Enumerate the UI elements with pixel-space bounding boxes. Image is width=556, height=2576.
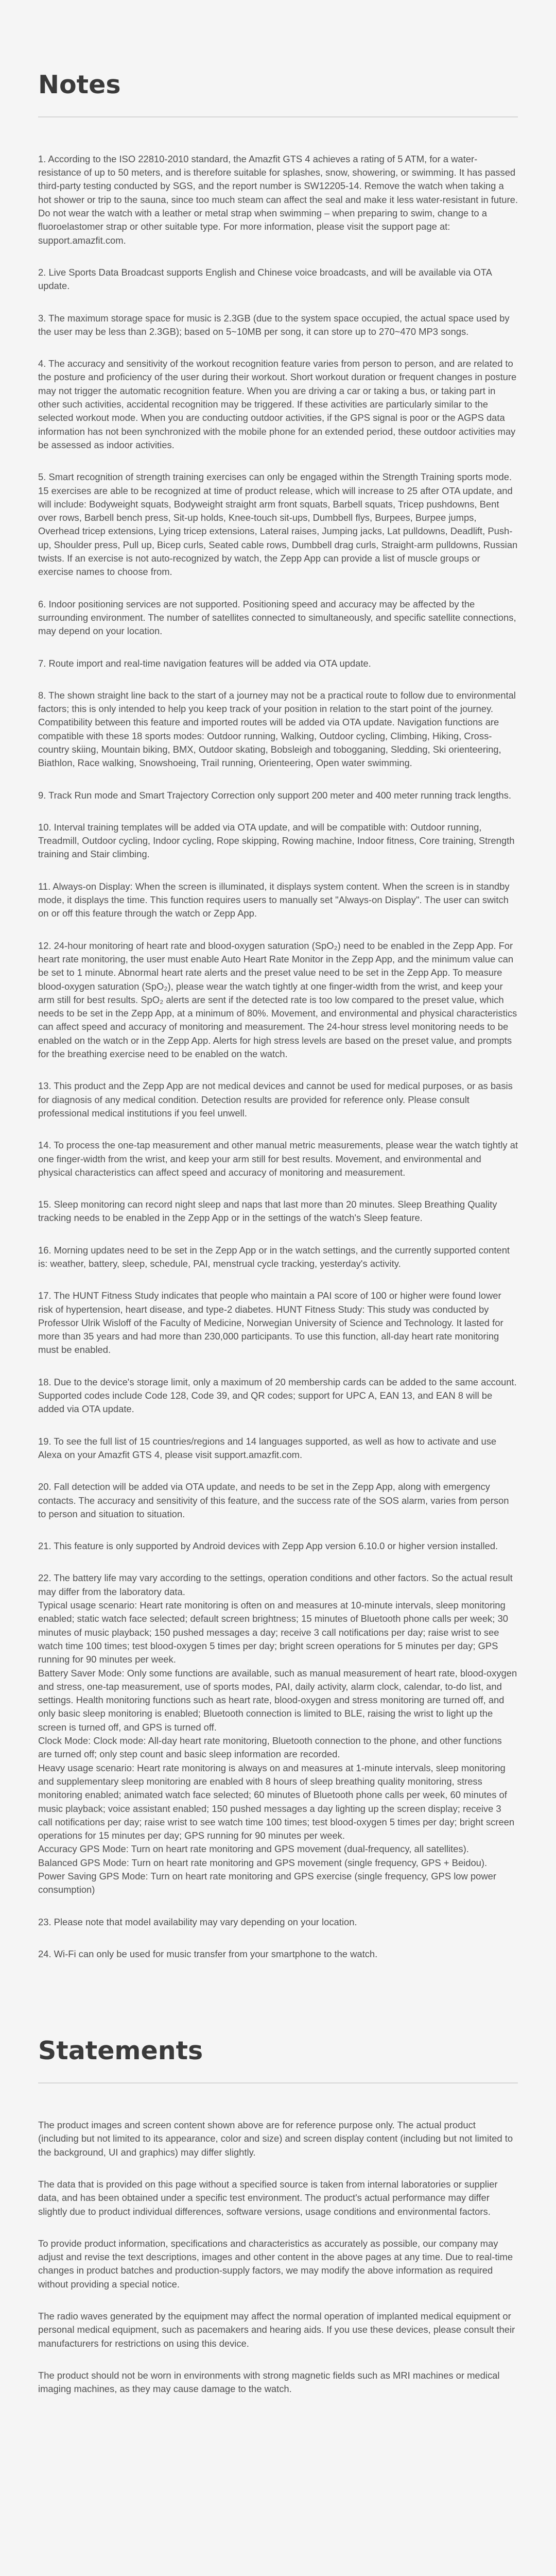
note-item: 13. This product and the Zepp App are not medical devices and cannot be used for medical purposes, or as basis for diagnosis of any medical condition. Detection results are provided for reference only. Please consult professional medical institutions if you feel unwell.: [38, 1080, 513, 1118]
statements-heading: Statements: [38, 2036, 203, 2066]
note-item: 10. Interval training templates will be added via OTA update, and will be compatible with: Outdoor running, Treadmill, Outdoor cycling, Indoor cycling, Rope skipping, Rowing machine, Indoor fitness, Core training, Strength training and Stair climbing.: [38, 821, 515, 860]
statement-item: The product should not be worn in environments with strong magnetic fields such as MRI machines or medical imaging machines, as they may cause damage to the watch.: [38, 2369, 500, 2395]
note-item: 18. Due to the device's storage limit, only a maximum of 20 membership cards can be added to the same account. Supported codes include Code 128, Code 39, and QR codes; support for UPC A, EAN 13, and EAN 8 will be added via OTA update.: [38, 1376, 517, 1415]
note-item: 4. The accuracy and sensitivity of the workout recognition feature varies from person to person, and are related to the posture and proficiency of the user during their workout. Short workout duration or frequent changes in posture may not trigger the automatic recognition feature. When you are driving a car or taking a bus, or taking part in other such activities, accidental recognition may be triggered. If these activities are particularly similar to the selected workout mode. When you are conducting outdoor activities, if the GPS signal is poor or the AGPS data information has not been synchronized with the mobile phone for an extended period, these outdoor activities may be assessed as indoor activities.: [38, 358, 517, 450]
statements-divider: [38, 2082, 518, 2083]
note-item: 9. Track Run mode and Smart Trajectory Correction only support 200 meter and 400 meter running track lengths.: [38, 789, 511, 801]
note-item: 17. The HUNT Fitness Study indicates that people who maintain a PAI score of 100 or higher were found lower risk of hypertension, heart disease, and type-2 diabetes. HUNT Fitness Study: This study was conducted by Professor Ulrik Wisloff of the Faculty of Medicine, Norwegian University of Science and Technology. It lasted for more than 35 years and had more than 230,000 participants. To use this function, all-day heart rate monitoring must be enabled.: [38, 1290, 503, 1355]
note-item: 22. The battery life may vary according to the settings, operation conditions and other factors. So the actual result may differ from the laboratory data. Typical usage scenario: Heart rate monitoring is often on and measures at 10-minute intervals, sleep monitoring enabled; static watch face selected; default screen brightness; 15 minutes of Bluetooth phone calls per week; 30 minutes of music playback; 150 pushed messages a day; receive 3 call notifications per day; raise wrist to see watch time 100 times; test blood-oxygen 5 times per day; bright screen operations for 5 minutes per day; GPS running for 90 minutes per week. Battery Saver Mode: Only some functions are available, such as manual measurement of heart rate, blood-oxygen and stress, one-tap measurement, use of sports modes, PAI, daily activity, alarm clock, calendar, to-do list, and settings. Health monitoring functions such as heart rate, blood-oxygen and stress monitoring are turned off, and only basic sleep monitoring is enabled; Bluetooth connection is limited to BLE, raising the wrist to light up the screen is turned off, and GPS is turned off. Clock Mode: Clock mode: All-day heart rate monitoring, Bluetooth connection to the phone, and other functions are turned off; only step count and basic sleep information are recorded. Heavy usage scenario: Heart rate monitoring is always on and measures at 1-minute intervals, sleep monitoring and supplementary sleep monitoring are enabled with 8 hours of sleep breathing quality monitoring, stress monitoring enabled; animated watch face selected; 60 minutes of Bluetooth phone calls per week, 60 minutes of music playback; voice assistant enabled; 150 pushed messages a day lighting up the screen display; receive 3 call notifications per day; raise wrist to see watch time 100 times; test blood-oxygen 5 times per day; bright screen operations for 15 minutes per day; GPS running for 90 minutes per week. Accuracy GPS Mode: Turn on heart rate monitoring and GPS movement (dual-frequency, all satellites). Balanced GPS Mode: Turn on heart rate monitoring and GPS movement (single frequency, GPS + Beidou). Power Saving GPS Mode: Turn on heart rate monitoring and GPS exercise (single frequency, GPS low power consumption): [38, 1572, 517, 1895]
note-item: 7. Route import and real-time navigation features will be added via OTA update.: [38, 657, 371, 669]
note-item: 2. Live Sports Data Broadcast supports English and Chinese voice broadcasts, and will be available via OTA update.: [38, 266, 492, 292]
page-bottom-spacer: [38, 2415, 518, 2446]
note-item: 16. Morning updates need to be set in the Zepp App or in the watch settings, and the currently supported content is: weather, battery, sleep, schedule, PAI, menstrual cycle tracking, yesterday's activity.: [38, 1244, 510, 1269]
statement-item: The data that is provided on this page without a specified source is taken from internal laboratories or supplier data, and has been obtained under a specific test environment. The product's actual performance may differ slightly due to product individual differences, software versions, usage conditions and environmental factors.: [38, 2178, 498, 2217]
note-item: 14. To process the one-tap measurement and other manual metric measurements, please wear the watch tightly at one finger-width from the wrist, and keep your arm still for best results. Movement, and environmental and physical characteristics can affect speed and accuracy of monitoring and measurement.: [38, 1140, 518, 1178]
note-item: 21. This feature is only supported by Android devices with Zepp App version 6.10.0 or higher version installed.: [38, 1540, 498, 1552]
note-item: 6. Indoor positioning services are not supported. Positioning speed and accuracy may be affected by the surrounding environment. The number of satellites connected to simultaneously, and specific satellite connections, may depend on your location.: [38, 598, 516, 637]
note-item: 5. Smart recognition of strength training exercises can only be engaged within the Strength Training sports mode. 15 exercises are able to be recognized at time of product release, which will increase to 25 after OTA update, and will include: Bodyweight squats, Bodyweight straight arm front squats, Barbell squats, Tricep pushdowns, Bent over rows, Barbell bench press, Sit-up holds, Knee-touch sit-ups, Dumbbell flys, Burpees, Burpee jumps, Overhead tricep extensions, Lying tricep extensions, Lateral raises, Jumping jacks, Lat pulldowns, Deadlift, Push-up, Shoulder press, Pull up, Bicep curls, Seated cable rows, Dumbbell drag curls, Straight-arm pulldowns, Russian twists. If an exercise is not auto-recognized by watch, the Zepp App can provide a list of muscle groups or exercise names to choose from.: [38, 471, 518, 578]
statements-section: [0, 1979, 556, 2445]
notes-heading: Notes: [38, 70, 121, 99]
note-item: 3. The maximum storage space for music is 2.3GB (due to the system space occupied, the actual space used by the user may be less than 2.3GB); based on 5~10MB per song, it can store up to 270~470 MP3 songs.: [38, 312, 510, 337]
notes-divider: [38, 116, 518, 117]
note-item: 11. Always-on Display: When the screen is illuminated, it displays system content. When the screen is in standby mode, it displays the time. This function requires users to manually set "Always-on Display". The user can switch on or off this feature through the watch or Zepp App.: [38, 880, 510, 919]
statement-item: The radio waves generated by the equipment may affect the normal operation of implanted medical equipment or personal medical equipment, such as pacemakers and hearing aids. If you use these devices, please consult their manufacturers for restrictions on using this device.: [38, 2311, 515, 2349]
statements-list: [38, 2119, 518, 2396]
statement-item: To provide product information, specifications and characteristics as accurately as possible, our company may adjust and revise the text descriptions, images and other content in the above pages at any time. Due to real-time changes in product batches and production-supply factors, we may modify the above information as required without providing a special notice.: [38, 2238, 513, 2290]
note-item: 1. According to the ISO 22810-2010 standard, the Amazfit GTS 4 achieves a rating of 5 ATM, for a water-resistance of up to 50 meters, and is therefore suitable for splashes, snow, showering, or swimming. It has passed third-party testing conducted by SGS, and the report number is SW12205-14. Remove the watch when taking a hot shower or trip to the sauna, since too much steam can affect the seal and make it less water-resistant in future. Do not wear the watch with a leather or metal strap when swimming – when preparing to swim, change to a fluoroelastomer strap or other suitable type. For more information, please visit the support page at: support.amazfit.com.: [38, 153, 518, 246]
statement-item: The product images and screen content shown above are for reference purpose only. The actual product (including but not limited to its appearance, color and size) and screen display content (including but not limited to the background, UI and graphics) may differ slightly.: [38, 2120, 513, 2158]
note-item: 12. 24-hour monitoring of heart rate and blood-oxygen saturation (SpO₂) need to be enabled in the Zepp App. For heart rate monitoring, the user must enable Auto Heart Rate Monitor in the Zepp App, and the minimum value can be set to 1 minute. Abnormal heart rate alerts and the preset value need to be set in the Zepp App. To measure blood-oxygen saturation (SpO₂), please wear the watch tightly at one finger-width from the wrist, and keep your arm still for best results. SpO₂ alerts are sent if the detected rate is too low compared to the preset value, which needs to be set in the Zepp App, at a minimum of 80%. Movement, and environmental and physical characteristics can affect speed and accuracy of monitoring and measurement. The 24-hour stress level monitoring needs to be enabled on the watch or in the Zepp App. Alerts for high stress levels are based on the preset value, and prompts for the breathing exercise need to be enabled on the watch.: [38, 940, 517, 1060]
note-item: 20. Fall detection will be added via OTA update, and needs to be set in the Zepp App, along with emergency contacts. The accuracy and sensitivity of this feature, and the success rate of the SOS alarm, varies from person to person and situation to situation.: [38, 1481, 509, 1519]
note-item: 24. Wi-Fi can only be used for music transfer from your smartphone to the watch.: [38, 1948, 378, 1959]
note-item: 23. Please note that model availability may vary depending on your location.: [38, 1916, 357, 1927]
notes-list: [38, 152, 518, 1961]
note-item: 8. The shown straight line back to the start of a journey may not be a practical route to follow due to environmental factors; this is only intended to help you keep track of your position in relation to the start point of the journey. Compatibility between this feature and imported routes will be added via OTA update. Navigation functions are compatible with these 18 sports modes: Outdoor running, Walking, Outdoor cycling, Climbing, Hiking, Cross-country skiing, Mountain biking, BMX, Outdoor skating, Bobsleigh and tobogganing, Sledding, Ski orienteering, Biathlon, Race walking, Snowshoeing, Trail running, Orienteering, Open water swimming.: [38, 689, 516, 769]
note-item: 19. To see the full list of 15 countries/regions and 14 languages supported, as well as how to activate and use Alexa on your Amazfit GTS 4, please visit support.amazfit.com.: [38, 1435, 497, 1460]
note-item: 15. Sleep monitoring can record night sleep and naps that last more than 20 minutes. Sleep Breathing Quality tracking needs to be enabled in the Zepp App or in the settings of the watch's Sleep feature.: [38, 1199, 497, 1224]
